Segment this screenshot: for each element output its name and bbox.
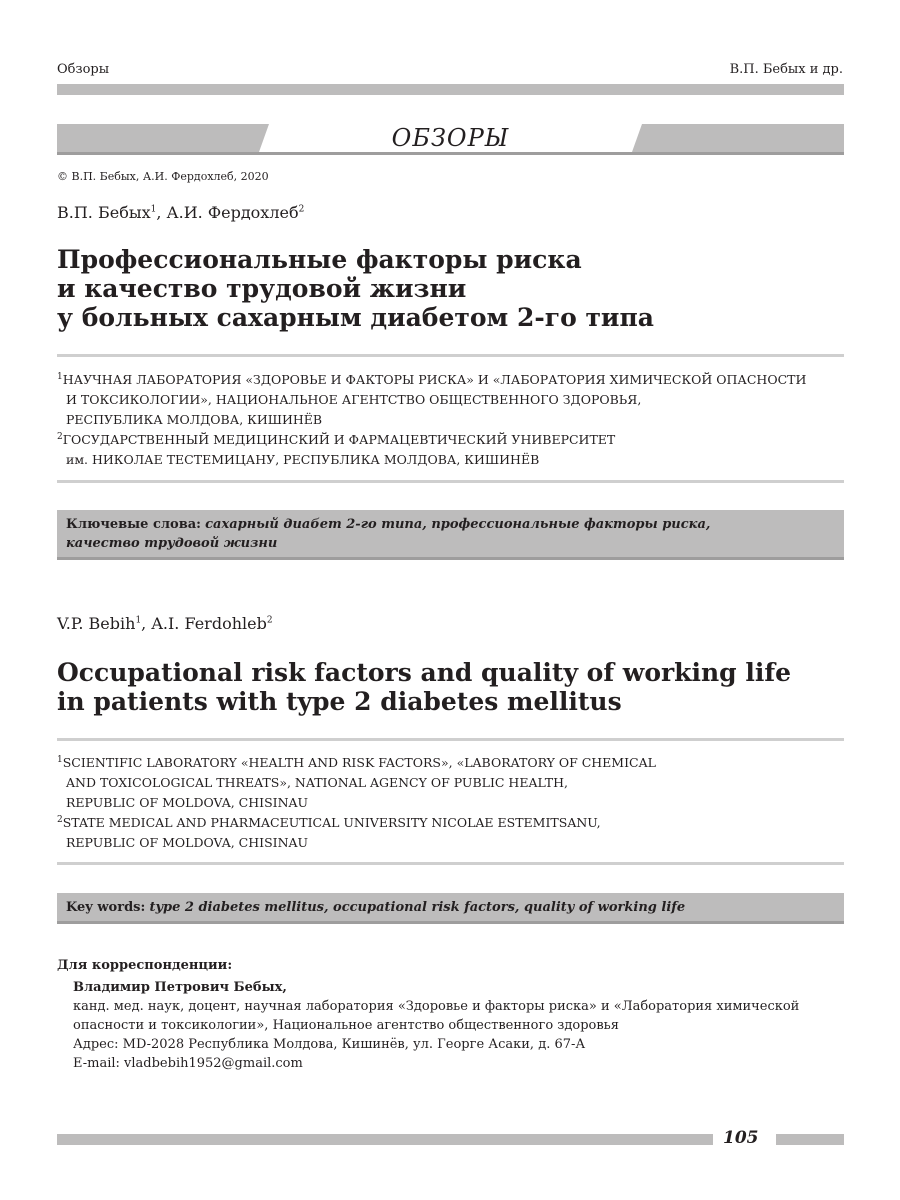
affiliation-line: SCIENTIFIC LABORATORY «HEALTH AND RISK FACTORS», «LABORATORY OF CHEMICAL	[62, 755, 656, 770]
author-name: V.P. Bebih	[57, 614, 136, 633]
affiliation-superscript: 1	[57, 754, 63, 765]
affiliation-line: ГОСУДАРСТВЕННЫЙ МЕДИЦИНСКИЙ И ФАРМАЦЕВТИЧЕСКИЙ УНИВЕРСИТЕТ	[62, 432, 616, 447]
author-separator: ,	[156, 203, 167, 222]
copyright-line: © В.П. Бебых, А.И. Фердохлеб, 2020	[57, 170, 269, 183]
divider-rule	[57, 354, 844, 357]
title-line: Профессиональные факторы риска	[57, 245, 582, 274]
bottom-decorative-bar-right	[776, 1134, 844, 1145]
affiliation-2	[57, 813, 847, 853]
section-band	[57, 124, 844, 152]
author-superscript: 2	[298, 204, 305, 215]
correspondence-line: опасности и токсикологии», Национальное агентство общественного здоровья	[73, 1018, 619, 1033]
affiliations-en	[57, 753, 847, 853]
affiliation-2	[57, 430, 847, 470]
title-line: у больных сахарным диабетом 2-го типа	[57, 303, 654, 332]
keywords-value: сахарный диабет 2-го типа, профессиональные факторы риска,	[205, 517, 711, 532]
running-head-right: В.П. Бебых и др.	[729, 62, 843, 77]
title-line: и качество трудовой жизни	[57, 274, 467, 303]
keywords-label: Key words:	[66, 900, 146, 915]
affiliation-superscript: 1	[57, 371, 63, 382]
correspondence-email[interactable]: E-mail: vladbebih1952@gmail.com	[73, 1056, 303, 1071]
bottom-decorative-bar	[57, 1134, 713, 1145]
keywords-value: type 2 diabetes mellitus, occupational risk factors, quality of working life	[149, 900, 686, 915]
divider-rule	[57, 480, 844, 483]
article-title-en	[57, 658, 837, 716]
correspondence-heading: Для корреспонденции:	[57, 958, 233, 973]
keywords-label: Ключевые слова:	[66, 517, 201, 532]
running-head-left: Обзоры	[57, 62, 110, 77]
author-name: А.И. Фердохлеб	[166, 203, 299, 222]
author-separator: ,	[141, 614, 152, 633]
correspondence-line: Адрес: MD-2028 Республика Молдова, Кишинёв, ул. Георге Асаки, д. 67-А	[73, 1037, 586, 1052]
affiliation-1	[57, 370, 847, 430]
author-superscript: 2	[266, 615, 273, 626]
keywords-box-en	[57, 893, 844, 924]
author-name: A.I. Ferdohleb	[151, 614, 267, 633]
section-title: ОБЗОРЫ	[391, 124, 510, 152]
title-line: in patients with type 2 diabetes mellitus	[57, 687, 622, 716]
divider-rule	[57, 738, 844, 741]
affiliation-superscript: 2	[57, 814, 63, 825]
authors-ru	[57, 203, 304, 222]
correspondence-line: канд. мед. наук, доцент, научная лаборатория «Здоровье и факторы риска» и «Лаборатория химической	[73, 999, 800, 1014]
divider-rule	[57, 862, 844, 865]
affiliation-line: STATE MEDICAL AND PHARMACEUTICAL UNIVERSITY NICOLAE ESTEMITSANU,	[62, 815, 601, 830]
section-band-underline	[57, 152, 844, 155]
keywords-box-ru	[57, 510, 844, 560]
author-name: В.П. Бебых	[57, 203, 151, 222]
affiliation-line: REPUBLIC OF MOLDOVA, CHISINAU	[66, 835, 309, 850]
article-title-ru	[57, 245, 837, 332]
authors-en	[57, 614, 273, 633]
affiliation-superscript: 2	[57, 431, 63, 442]
affiliations-ru	[57, 370, 847, 470]
affiliation-line: РЕСПУБЛИКА МОЛДОВА, КИШИНЁВ	[66, 412, 323, 427]
correspondence-block	[73, 978, 833, 1073]
affiliation-line: И ТОКСИКОЛОГИИ», НАЦИОНАЛЬНОЕ АГЕНТСТВО ОБЩЕСТВЕННОГО ЗДОРОВЬЯ,	[66, 392, 642, 407]
top-decorative-bar	[57, 84, 844, 95]
keywords-value: качество трудовой жизни	[66, 536, 278, 551]
correspondence-name: Владимир Петрович Бебых,	[73, 980, 287, 995]
affiliation-line: НАУЧНАЯ ЛАБОРАТОРИЯ «ЗДОРОВЬЕ И ФАКТОРЫ РИСКА» И «ЛАБОРАТОРИЯ ХИМИЧЕСКОЙ ОПАСНОСТИ	[62, 372, 807, 387]
page-number: 105	[723, 1128, 759, 1148]
affiliation-1	[57, 753, 847, 813]
affiliation-line: AND TOXICOLOGICAL THREATS», NATIONAL AGENCY OF PUBLIC HEALTH,	[66, 775, 568, 790]
author-superscript: 1	[135, 615, 142, 626]
affiliation-line: REPUBLIC OF MOLDOVA, CHISINAU	[66, 795, 309, 810]
affiliation-line: им. НИКОЛАЕ ТЕСТЕМИЦАНУ, РЕСПУБЛИКА МОЛДОВА, КИШИНЁВ	[66, 452, 540, 467]
author-superscript: 1	[150, 204, 157, 215]
title-line: Occupational risk factors and quality of working life	[57, 658, 792, 687]
